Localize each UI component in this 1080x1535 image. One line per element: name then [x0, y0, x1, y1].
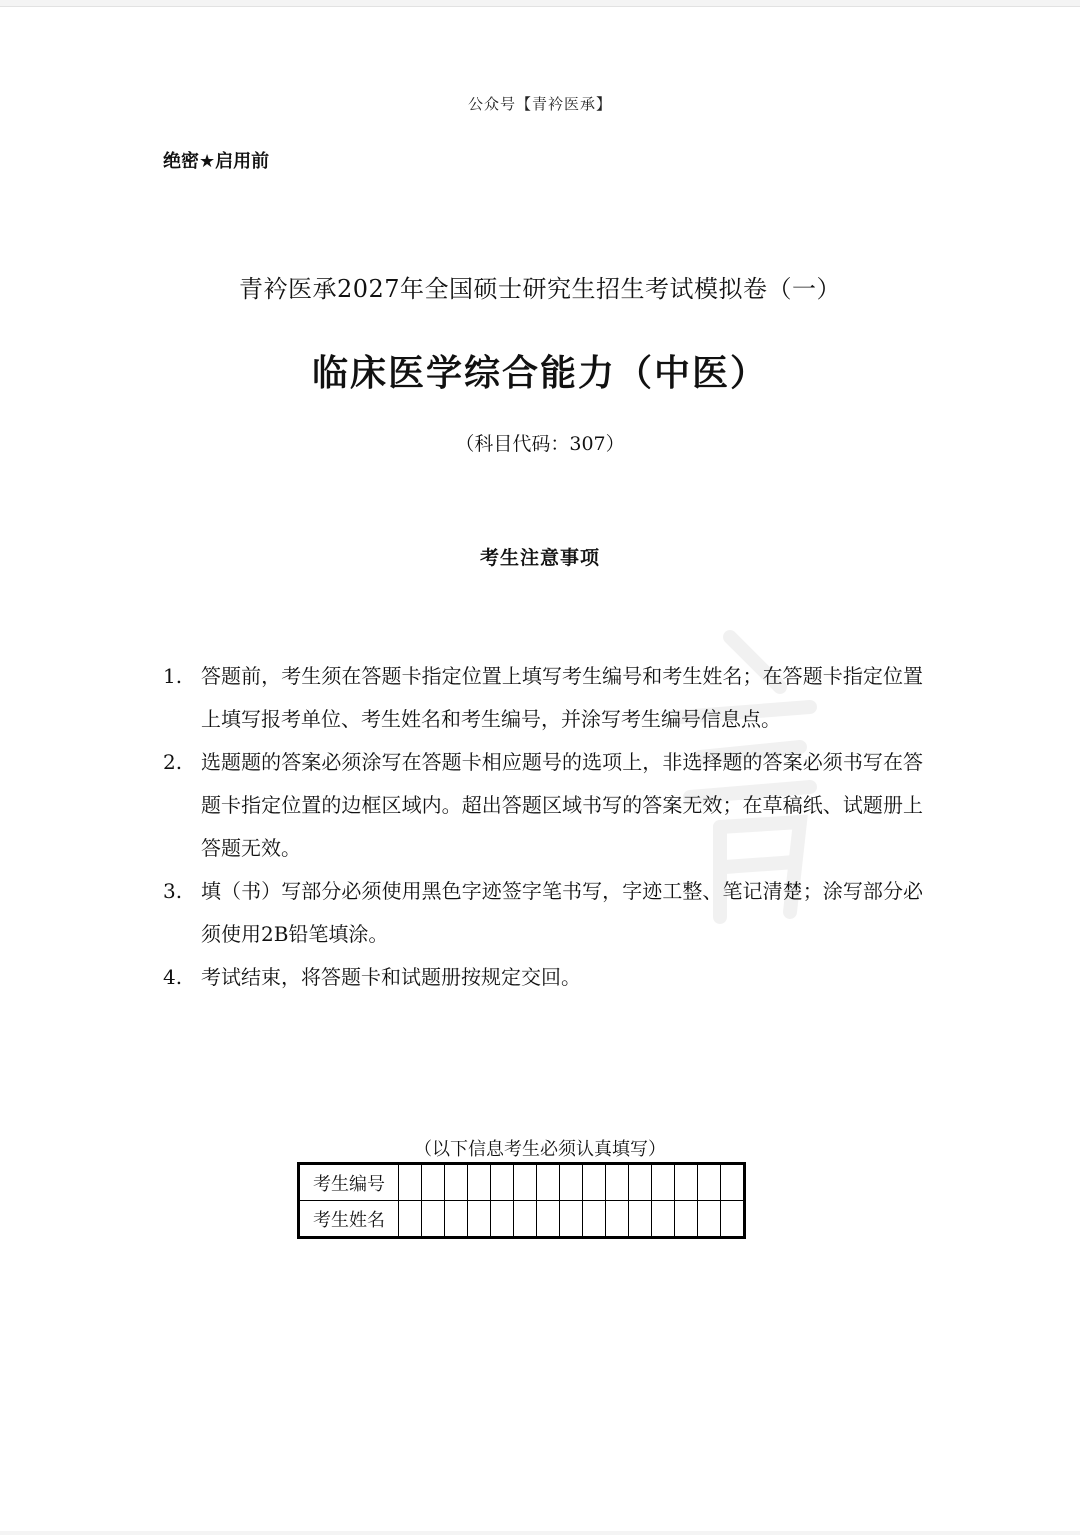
exam-cover-page: [0, 6, 1080, 1531]
notice-number: 3.: [163, 879, 183, 903]
notice-item: [163, 741, 923, 870]
info-entry-box[interactable]: [606, 1164, 629, 1201]
notice-item: [163, 870, 923, 956]
info-entry-box[interactable]: [445, 1201, 468, 1238]
info-entry-box[interactable]: [537, 1164, 560, 1201]
notice-number: 4.: [163, 965, 183, 989]
fill-note: （以下信息考生必须认真填写）: [414, 1139, 666, 1160]
info-entry-box[interactable]: [652, 1164, 675, 1201]
notice-text: 考试结束，将答题卡和试题册按规定交回。: [201, 965, 581, 989]
info-entry-box[interactable]: [583, 1201, 606, 1238]
info-entry-box[interactable]: [698, 1164, 721, 1201]
info-entry-box[interactable]: [721, 1201, 745, 1238]
subject-code: （科目代码：307）: [455, 433, 625, 455]
notice-item: [163, 655, 923, 741]
info-row: [299, 1164, 745, 1201]
info-entry-box[interactable]: [675, 1201, 698, 1238]
info-entry-box[interactable]: [399, 1164, 422, 1201]
notice-number: 2.: [163, 750, 183, 774]
info-entry-box[interactable]: [652, 1201, 675, 1238]
info-entry-box[interactable]: [468, 1201, 491, 1238]
info-entry-box[interactable]: [560, 1201, 583, 1238]
info-entry-box[interactable]: [537, 1201, 560, 1238]
notice-list: [163, 655, 923, 999]
info-entry-box[interactable]: [721, 1164, 745, 1201]
info-entry-box[interactable]: [675, 1164, 698, 1201]
candidate-info-table: [297, 1162, 746, 1239]
secret-mark: 绝密★启用前: [163, 151, 270, 172]
exam-subtitle: 青衿医承2027年全国硕士研究生招生考试模拟卷（一）: [238, 275, 842, 303]
notice-number: 1.: [163, 664, 183, 688]
info-entry-box[interactable]: [399, 1201, 422, 1238]
info-entry-box[interactable]: [422, 1201, 445, 1238]
info-entry-box[interactable]: [491, 1164, 514, 1201]
info-entry-box[interactable]: [514, 1201, 537, 1238]
header-note: 公众号【青衿医承】: [467, 95, 612, 113]
info-row: [299, 1201, 745, 1238]
info-entry-box[interactable]: [445, 1164, 468, 1201]
info-entry-box[interactable]: [629, 1164, 652, 1201]
info-entry-box[interactable]: [583, 1164, 606, 1201]
info-entry-box[interactable]: [514, 1164, 537, 1201]
exam-title: 临床医学综合能力（中医）: [311, 353, 768, 394]
info-entry-box[interactable]: [491, 1201, 514, 1238]
info-entry-box[interactable]: [606, 1201, 629, 1238]
notice-text: 选题题的答案必须涂写在答题卡相应题号的选项上，非选择题的答案必须书写在答题卡指定位置的边框区域内。超出答题区域书写的答案无效；在草稿纸、试题册上答题无效。: [201, 750, 923, 860]
info-row-label: 考生编号: [299, 1164, 399, 1201]
info-entry-box[interactable]: [629, 1201, 652, 1238]
notice-text: 填（书）写部分必须使用黑色字迹签字笔书写，字迹工整、笔记清楚；涂写部分必须使用2B铅笔填涂。: [201, 879, 923, 946]
notice-text: 答题前，考生须在答题卡指定位置上填写考生编号和考生姓名；在答题卡指定位置上填写报考单位、考生姓名和考生编号，并涂写考生编号信息点。: [201, 664, 923, 731]
info-entry-box[interactable]: [698, 1201, 721, 1238]
info-row-label: 考生姓名: [299, 1201, 399, 1238]
info-entry-box[interactable]: [560, 1164, 583, 1201]
info-entry-box[interactable]: [422, 1164, 445, 1201]
notice-item: [163, 956, 923, 999]
info-entry-box[interactable]: [468, 1164, 491, 1201]
notice-heading: 考生注意事项: [479, 547, 600, 569]
